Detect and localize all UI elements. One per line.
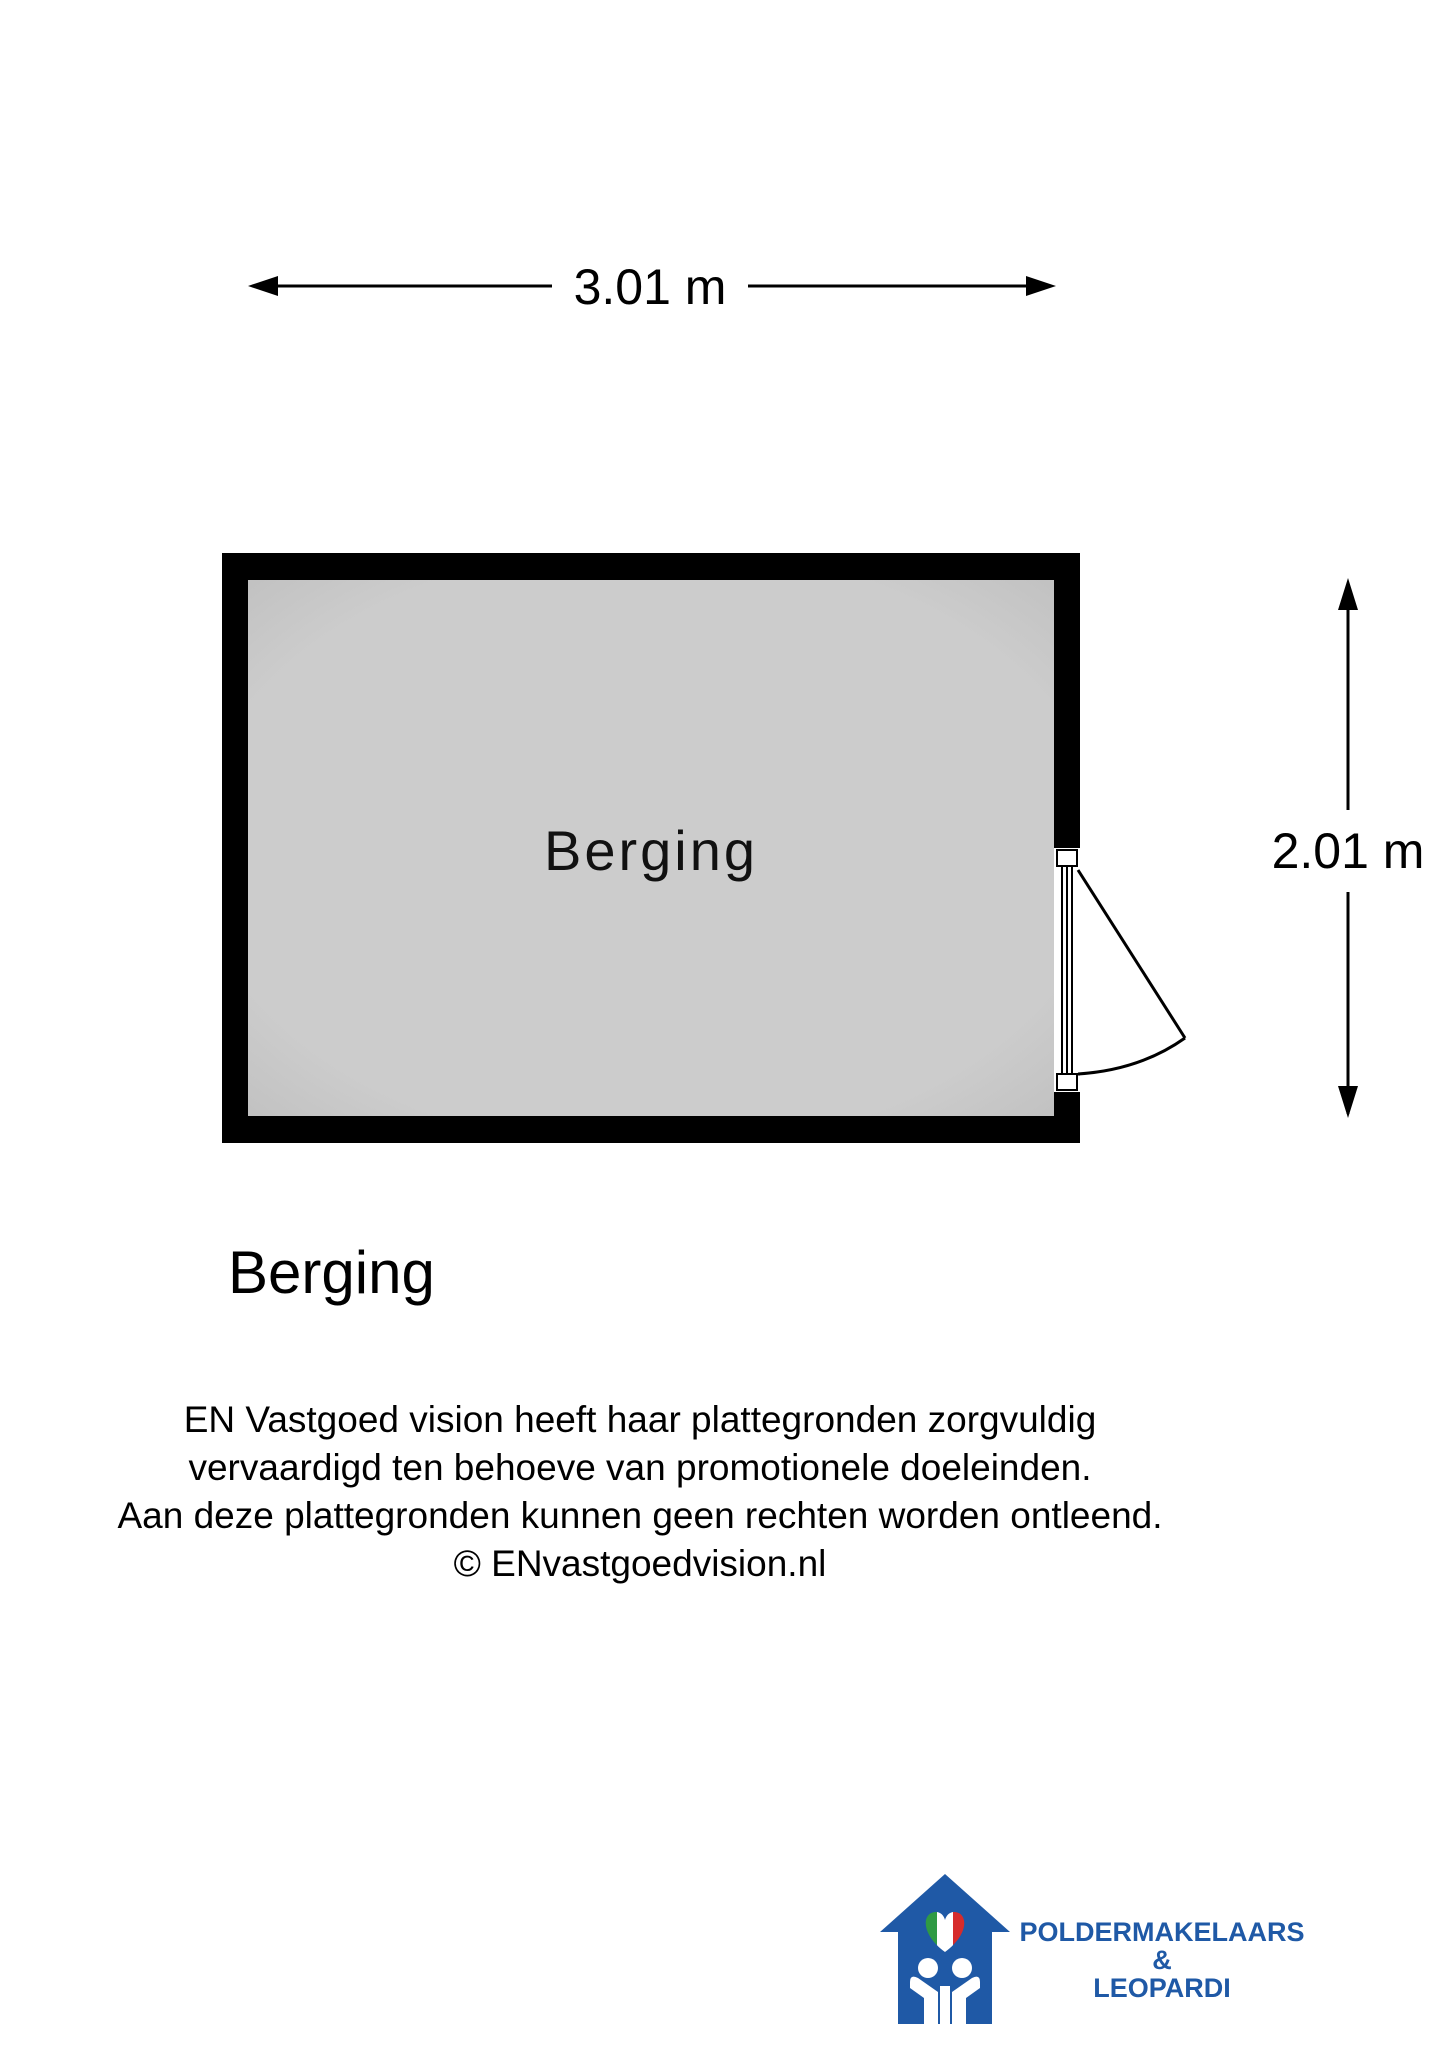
room-label: Berging	[543, 819, 759, 882]
width-dimension-label: 3.01 m	[573, 259, 727, 315]
logo-line-1: POLDERMAKELAARS	[1019, 1917, 1305, 1947]
height-dimension-label: 2.01 m	[1271, 823, 1425, 879]
logo-wordmark	[1002, 1918, 1322, 2002]
copyright-line: © ENvastgoedvision.nl	[453, 1543, 827, 1584]
room-berging	[222, 553, 1185, 1143]
agency-logo	[790, 1862, 1420, 2032]
house-logo-icon	[880, 1874, 1010, 2028]
width-dimension	[248, 259, 1056, 315]
arrow-left-icon	[248, 276, 278, 296]
arrow-up-icon	[1338, 578, 1358, 610]
floor-name: Berging	[228, 1239, 435, 1306]
door-swing-icon	[1078, 870, 1185, 1074]
disclaimer-line: vervaardigd ten behoeve van promotionele doeleinden.	[188, 1447, 1092, 1488]
disclaimer-line: Aan deze plattegronden kunnen geen rechten worden ontleend.	[117, 1495, 1163, 1536]
logo-line-2: &	[1152, 1945, 1172, 1975]
door-jamb-bottom	[1057, 1074, 1077, 1090]
arrow-right-icon	[1026, 276, 1056, 296]
height-dimension	[1272, 578, 1425, 1118]
disclaimer-line: EN Vastgoed vision heeft haar plattegronden zorgvuldig	[183, 1399, 1097, 1440]
logo-line-3: LEOPARDI	[1093, 1973, 1231, 2003]
door-jamb-top	[1057, 850, 1077, 866]
arrow-down-icon	[1338, 1086, 1358, 1118]
disclaimer	[0, 1396, 1280, 1588]
